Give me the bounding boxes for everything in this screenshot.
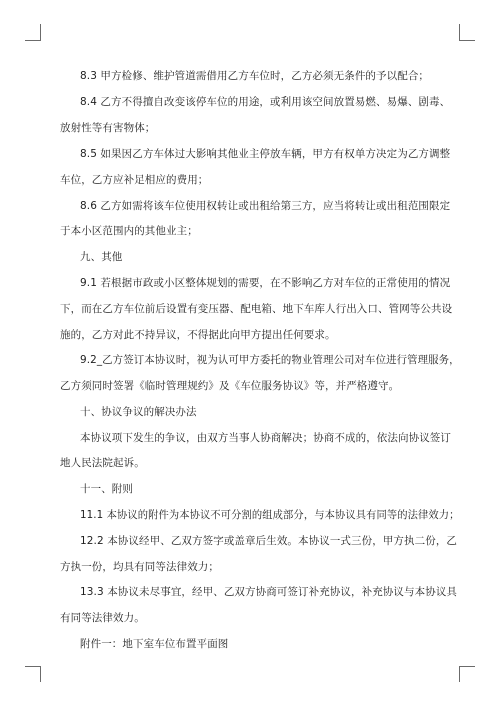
clause-8-3: 8.3 甲方检修、维护管道需借用乙方车位时，乙方必须无条件的予以配合； <box>80 70 430 82</box>
clause-8-4-cont: 放射性等有害物体； <box>60 122 156 134</box>
clause-9-2-cont: 乙方须同时签署《临时管理规约》及《车位服务协议》等，并严格遵守。 <box>60 380 400 392</box>
section-heading-10: 十、协议争议的解决办法 <box>80 406 197 418</box>
crop-mark-bottom-right-horizontal <box>459 666 475 667</box>
clause-9-1-cont-1: 下，而在乙方车位前后设置有变压器、配电箱、地下车库人行出入口、管网等公共设 <box>60 303 453 315</box>
clause-9-1-cont-2: 施的，乙方对此不持异议，不得据此向甲方提出任何要求。 <box>60 329 336 341</box>
crop-mark-bottom-left-vertical <box>40 666 41 682</box>
clause-11-1: 11.1 本协议的附件为本协议不可分割的组成部分，与本协议具有同等的法律效力； <box>80 509 460 521</box>
clause-9-2: 9.2_乙方签订本协议时，视为认可甲方委托的物业管理公司对车位进行管理服务， <box>80 354 460 366</box>
clause-12-2-cont: 方执一份，均具有同等法律效力； <box>60 561 219 573</box>
clause-8-6-cont: 于本小区范围内的其他业主； <box>60 225 198 237</box>
section-heading-9: 九、其他 <box>80 251 123 263</box>
crop-mark-top-left-vertical <box>40 24 41 40</box>
crop-mark-top-left-horizontal <box>25 40 41 41</box>
attachment-1: 附件一：地下室车位布置平面图 <box>80 638 229 650</box>
crop-mark-top-right-horizontal <box>459 40 475 41</box>
clause-8-5-cont: 车位，乙方应补足相应的费用； <box>60 174 209 186</box>
crop-mark-bottom-left-horizontal <box>25 666 41 667</box>
clause-13-3: 13.3 本协议未尽事宜，经甲、乙双方协商可签订补充协议，补充协议与本协议具 <box>80 586 458 598</box>
clause-10: 本协议项下发生的争议，由双方当事人协商解决；协商不成的，依法向协议签订 <box>80 432 451 444</box>
clause-10-cont: 地人民法院起诉。 <box>60 457 145 469</box>
crop-mark-top-right-vertical <box>459 24 460 40</box>
clause-8-6: 8.6 乙方如需将该车位使用权转让或出租给第三方，应当将转让或出租范围限定 <box>80 200 451 212</box>
crop-mark-bottom-right-vertical <box>459 666 460 682</box>
clause-13-3-cont: 有同等法律效力。 <box>60 612 145 624</box>
section-heading-11: 十一、附则 <box>80 483 133 495</box>
clause-8-5: 8.5 如果因乙方车体过大影响其他业主停放车辆，甲方有权单方决定为乙方调整 <box>80 148 451 160</box>
clause-12-2: 12.2 本协议经甲、乙双方签字或盖章后生效。本协议一式三份，甲方执二份，乙 <box>80 535 458 547</box>
clause-9-1: 9.1 若根据市政或小区整体规划的需要，在不影响乙方对车位的正常使用的情况 <box>80 277 451 289</box>
clause-8-4: 8.4 乙方不得擅自改变该停车位的用途，或利用该空间放置易燃、易爆、剧毒、 <box>80 96 451 108</box>
